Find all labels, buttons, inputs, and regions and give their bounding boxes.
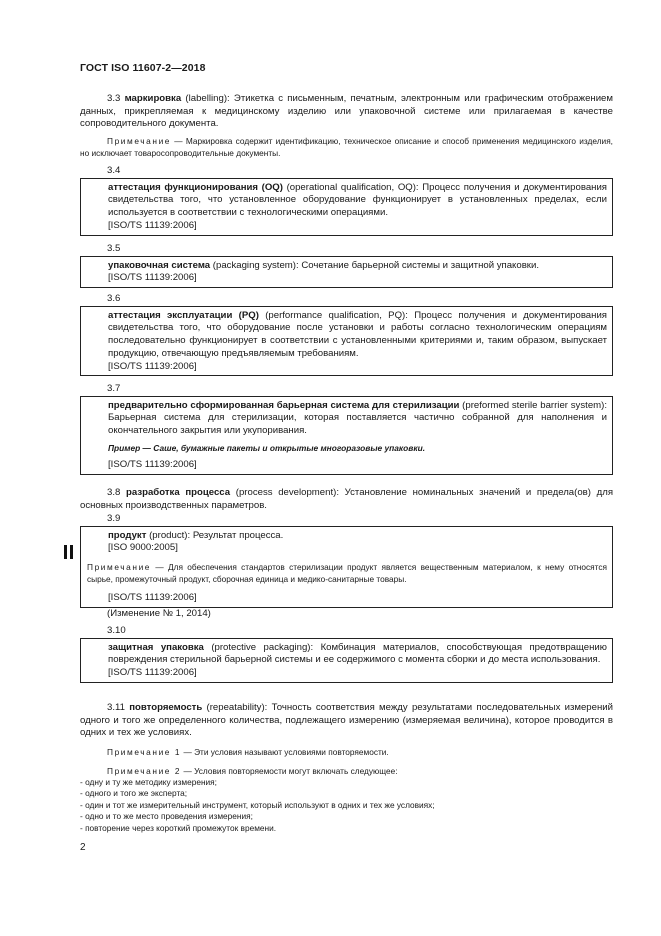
entry-3-10: [80, 625, 613, 683]
definition-box: [80, 306, 613, 377]
example: Пример — Саше, бумажные пакеты и открытые многоразовые упаковки.: [108, 442, 426, 453]
entry-text: защитная упаковка (protective packaging): Комбинация материалов, способствующая предотвращению повреждения стерильной барьерной системы и ее содержимого с момента сборки и до места использования.: [108, 641, 607, 666]
definition-box: [80, 638, 613, 683]
entry-3-11: [80, 702, 613, 834]
note-1: Примечание 1 — Эти условия называют условиями повторяемости.: [107, 747, 389, 758]
list-item: - одного и того же эксперта;: [80, 788, 188, 799]
source-reference: [ISO/TS 11139:2006]: [108, 591, 197, 603]
source-reference: [ISO/TS 11139:2006]: [108, 360, 197, 372]
conditions-list: [80, 777, 613, 834]
entry-3-9: [80, 513, 613, 620]
source-reference: [ISO/TS 11139:2006]: [108, 272, 197, 284]
entry-3-7: [80, 383, 613, 475]
definition-box: [80, 396, 613, 475]
entry-number: 3.7: [107, 383, 121, 394]
document-header: ГОСТ ISO 11607-2—2018: [80, 62, 206, 74]
note-2: Примечание 2 — Условия повторяемости могут включать следующее:: [107, 765, 398, 776]
entry-3-4: [80, 165, 613, 236]
entry-3-5: [80, 243, 613, 288]
entry-text: 3.8 разработка процесса (process development): Установление номинальных значений и предела(ов) для основных производственных параметров.: [80, 487, 614, 511]
term: защитная упаковка: [108, 641, 204, 653]
change-mark: [64, 545, 74, 559]
list-item: - повторение через короткий промежуток времени.: [80, 822, 277, 833]
list-item: - одно и то же место проведения измерения;: [80, 811, 253, 822]
entry-text: аттестация функционирования (OQ) (operational qualification, OQ): Процесс получения и документирования свидетельства того, что установленное оборудование функционирует в установленных пределах, если используется в соответствии с технологическими операциями.: [108, 181, 608, 219]
term: маркировка: [124, 93, 182, 104]
term: упаковочная система: [108, 259, 211, 271]
entry-text: упаковочная система (packaging system): Сочетание барьерной системы и защитной упаковки.: [108, 259, 540, 271]
entry-text: продукт (product): Результат процесса.: [108, 529, 284, 541]
amendment-note: (Изменение № 1, 2014): [107, 607, 211, 619]
entry-3-8: [80, 487, 613, 512]
source-reference: [ISO/TS 11139:2006]: [108, 667, 197, 679]
term: разработка процесса: [126, 487, 231, 498]
entry-number: 3.4: [107, 165, 121, 176]
term: предварительно сформированная барьерная система для стерилизации: [108, 399, 460, 411]
note: Примечание — Для обеспечения стандартов стерилизации продукт является вещественным материалом, к нему относятся сырье, промежуточный продукт, сборочная единица и медико-санитарные товары.: [87, 562, 607, 584]
source-reference: [ISO 9000:2005]: [108, 542, 178, 554]
entry-text: аттестация эксплуатации (PQ) (performance qualification, PQ): Процесс получения и документирования свидетельства того, что оборудование после установки и работы согласно технологическим операциям последовательно функционирует в соответствии с установленными критериями и, таким образом, выпускает продукцию, отвечающую предъявляемым требованиям.: [108, 309, 607, 359]
entry-text: 3.11 повторяемость (repeatability): Точность соответствия между результатами последовательных измерений одного и того же определенного количества, подлежащего измерению (измеряемая величина), которое проводится в одних и тех же условиях.: [80, 702, 613, 739]
entry-number: 3.9: [107, 513, 121, 524]
page-number: 2: [80, 842, 86, 853]
entry-number: 3.10: [107, 625, 126, 636]
definition-box: [80, 256, 613, 288]
entry-text: 3.3 маркировка (labelling): Этикетка с письменным, печатным, электронным или графическим отображением данных, прикрепляемая к медицинскому изделию или упаковочной системе или прилагаемая в качестве сопроводительного документа.: [80, 93, 613, 130]
entry-text: предварительно сформированная барьерная система для стерилизации (preformed sterile barrier system): Барьерная система для стерилизации, которая поставляется частично собранной для наполнения и окончательного закрытия или укупоривания.: [108, 399, 608, 437]
term: аттестация эксплуатации (PQ): [108, 309, 259, 321]
entry-number: 3.6: [107, 293, 121, 304]
term: продукт: [108, 529, 147, 541]
term: повторяемость: [129, 702, 203, 713]
definition-box: [80, 526, 613, 608]
note: Примечание — Маркировка содержит идентификацию, техническое описание и способ применения медицинского изделия, но исключает товаросопроводительные документы.: [80, 136, 613, 158]
entry-3-3: [80, 93, 613, 159]
entry-3-6: [80, 293, 613, 376]
list-item: - одну и ту же методику измерения;: [80, 776, 217, 787]
term: аттестация функционирования (OQ): [108, 181, 283, 193]
list-item: - один и тот же измерительный инструмент, который используют в одних и тех же условиях;: [80, 799, 435, 810]
source-reference: [ISO/TS 11139:2006]: [108, 219, 197, 231]
entry-number: 3.5: [107, 243, 121, 254]
definition-box: [80, 178, 613, 236]
source-reference: [ISO/TS 11139:2006]: [108, 459, 197, 471]
